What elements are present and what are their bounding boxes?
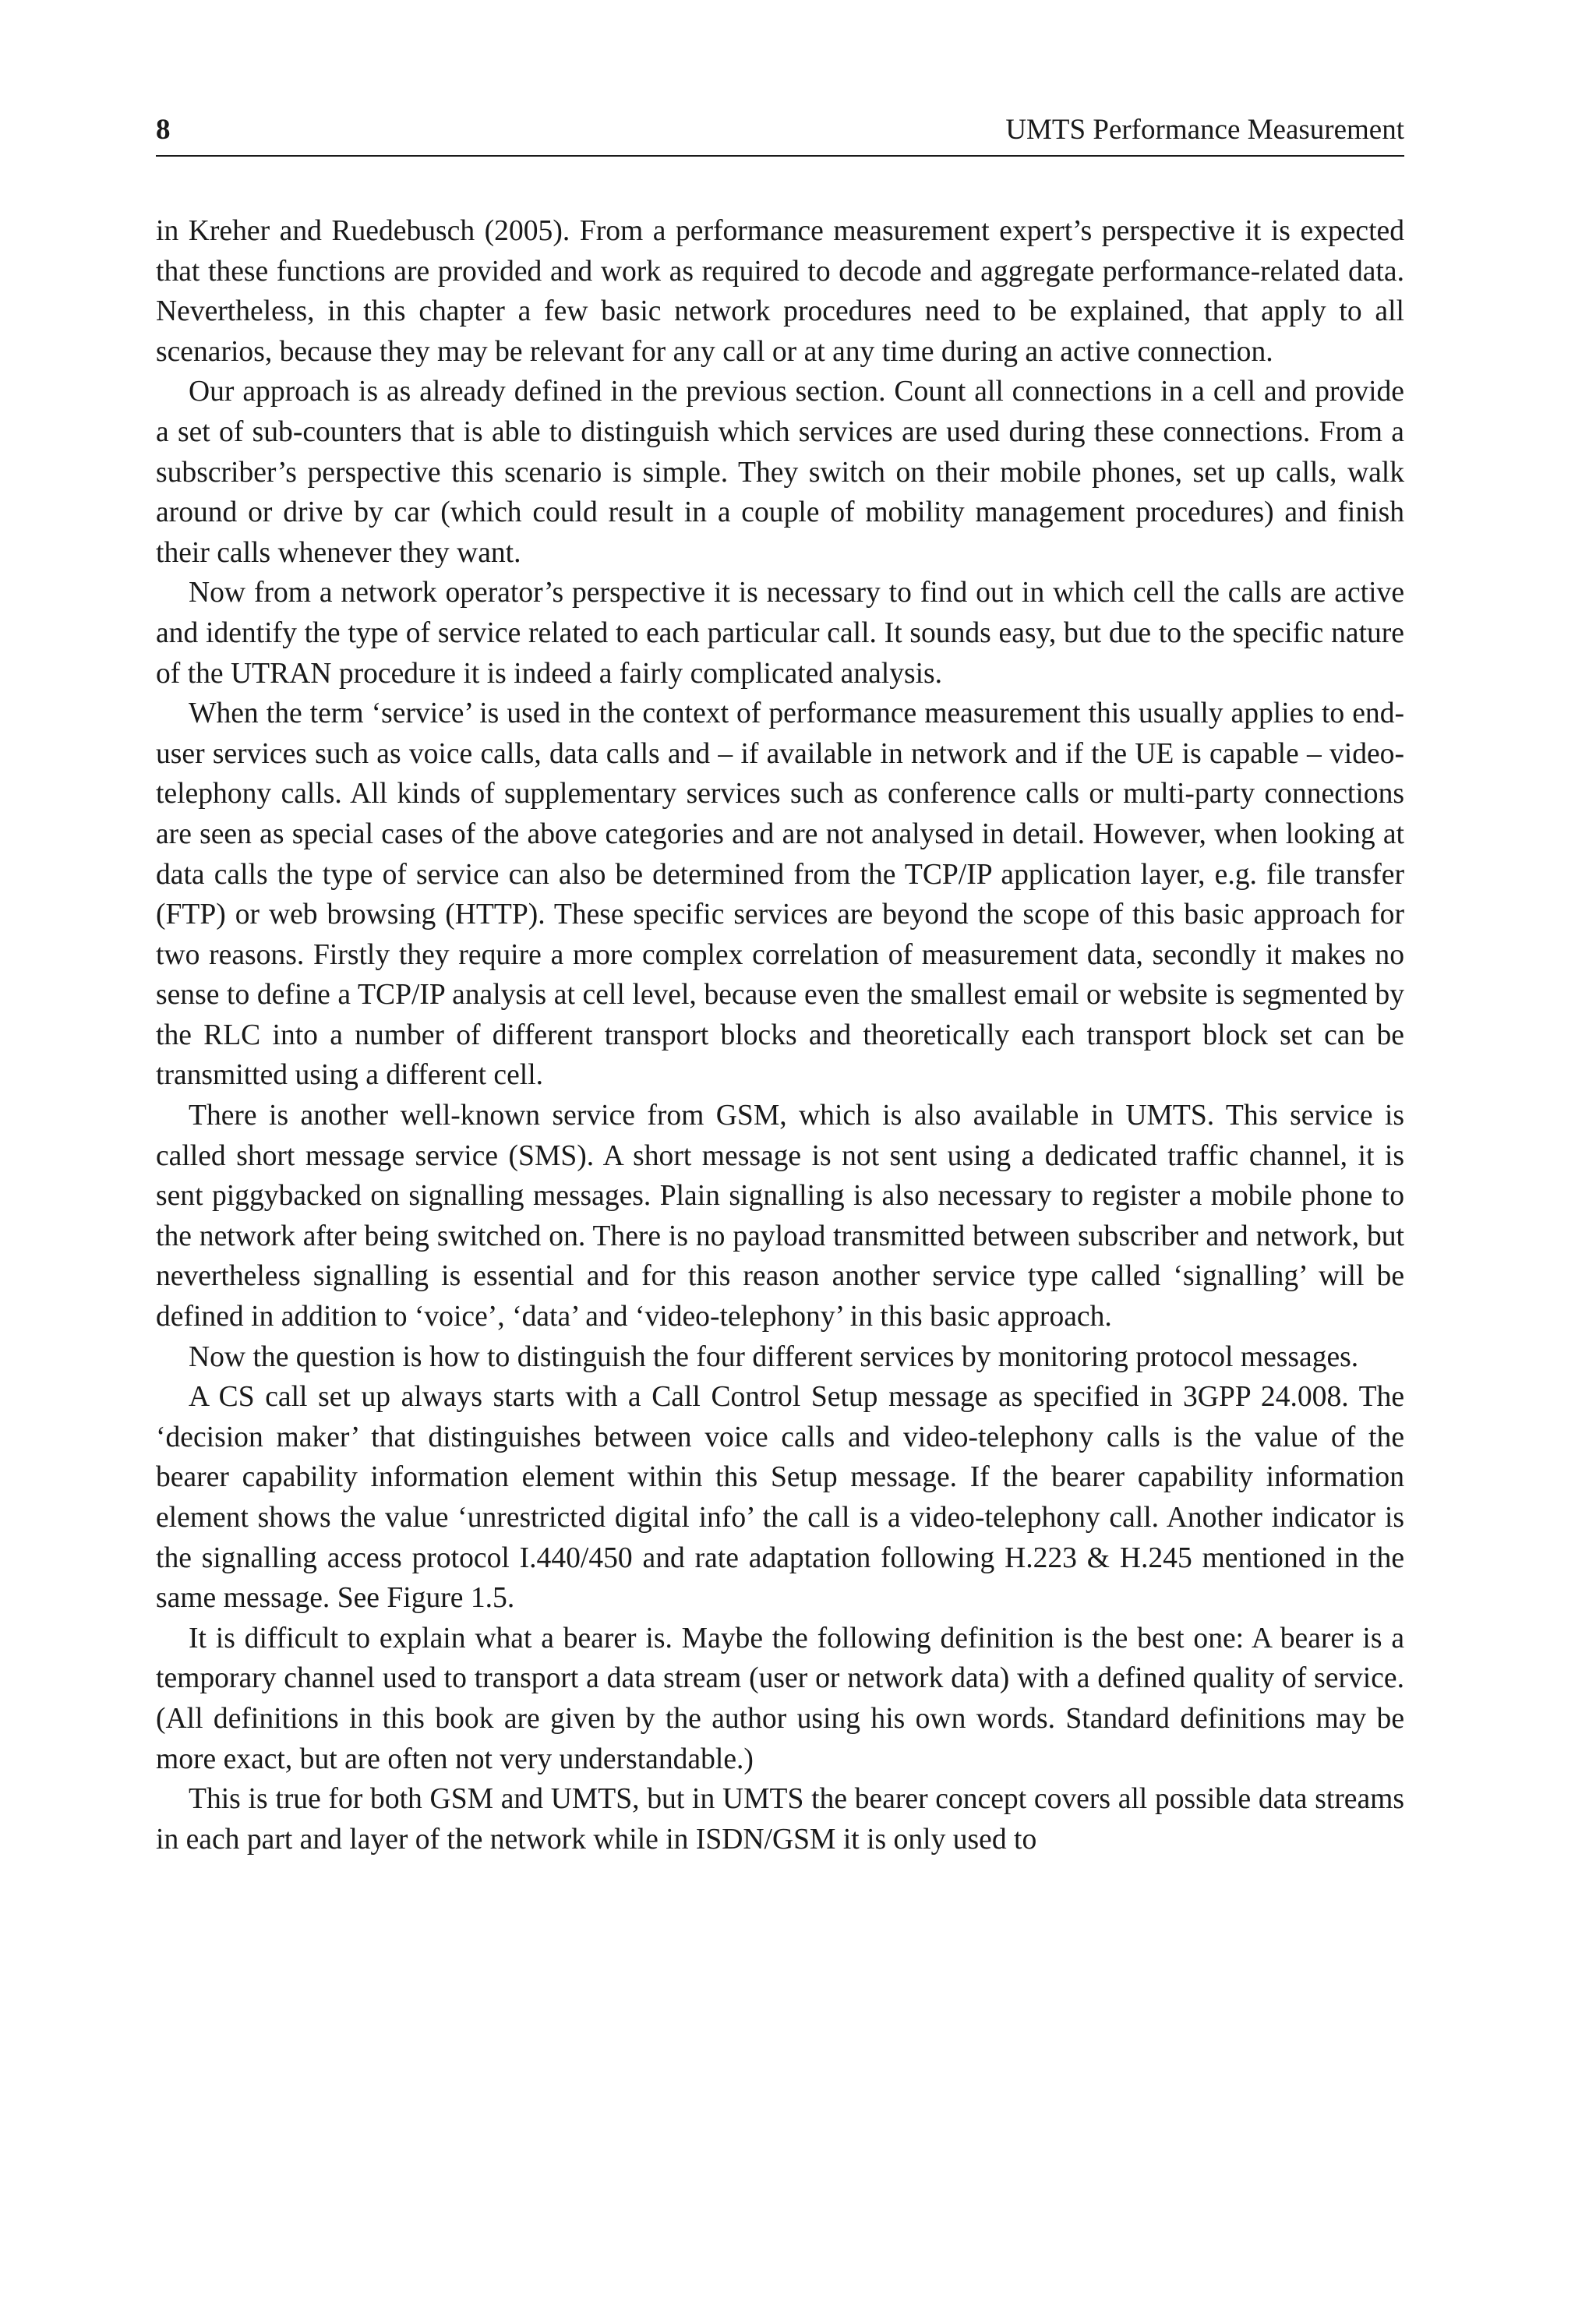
- paragraph: in Kreher and Ruedebusch (2005). From a performance measurement expert’s perspective it is expected that these functions are provided and work as required to decode and aggregate performance-related data. Nevertheless, in this chapter a few basic network procedures need to be explained, that apply to all scenarios, because they may be relevant for any call or at any time during an active connection.: [156, 215, 1404, 368]
- book-page: [156, 115, 1404, 1859]
- paragraph: Our approach is as already defined in the previous section. Count all connections in a cell and provide a set of sub-counters that is able to distinguish which services are used during these connections. From a subscriber’s perspective this scenario is simple. They switch on their mobile phones, set up calls, walk around or drive by car (which could result in a couple of mobility management procedures) and finish their calls whenever they want.: [156, 376, 1404, 569]
- body-text: [156, 211, 1404, 1859]
- paragraph: When the term ‘service’ is used in the context of performance measurement this usually applies to end-user services such as voice calls, data calls and – if available in network and if the UE is capable – video-telephony calls. All kinds of supplementary services such as conference calls or multi-party connections are seen as special cases of the above categories and are not analysed in detail. However, when looking at data calls the type of service can also be determined from the TCP/IP application layer, e.g. file transfer (FTP) or web browsing (HTTP). These specific services are beyond the scope of this basic approach for two reasons. Firstly they require a more complex correlation of measurement data, secondly it makes no sense to define a TCP/IP analysis at cell level, because even the smallest email or website is segmented by the RLC into a number of different transport blocks and theoretically each transport block set can be transmitted using a different cell.: [156, 697, 1404, 1092]
- running-title: UMTS Performance Measurement: [1005, 114, 1404, 146]
- running-header: [156, 115, 1404, 157]
- page-number: 8: [156, 114, 171, 146]
- paragraph: Now from a network operator’s perspective it is necessary to find out in which cell the calls are active and identify the type of service related to each particular call. It sounds easy, but due to the specific nature of the UTRAN procedure it is indeed a fairly complicated analysis.: [156, 577, 1404, 690]
- paragraph: Now the question is how to distinguish the four different services by monitoring protocol messages.: [189, 1340, 1359, 1373]
- paragraph: This is true for both GSM and UMTS, but in UMTS the bearer concept covers all possible data streams in each part and layer of the network while in ISDN/GSM it is only used to: [156, 1783, 1404, 1856]
- paragraph: It is difficult to explain what a bearer is. Maybe the following definition is the best one: A bearer is a temporary channel used to transport a data stream (user or network data) with a defined quality of service. (All definitions in this book are given by the author using his own words. Standard definitions may be more exact, but are often not very understandable.): [156, 1622, 1404, 1775]
- paragraph: A CS call set up always starts with a Call Control Setup message as specified in 3GPP 24.008. The ‘decision maker’ that distinguishes between voice calls and video-telephony calls is the value of the bearer capability information element within this Setup message. If the bearer capability information element shows the value ‘unrestricted digital info’ the call is a video-telephony call. Another indicator is the signalling access protocol I.440/450 and rate adaptation following H.223 & H.245 mentioned in the same message. See Figure 1.5.: [156, 1381, 1404, 1615]
- paragraph: There is another well-known service from GSM, which is also available in UMTS. This service is called short message service (SMS). A short message is not sent using a dedicated traffic channel, it is sent piggybacked on signalling messages. Plain signalling is also necessary to register a mobile phone to the network after being switched on. There is no payload transmitted between subscriber and network, but nevertheless signalling is essential and for this reason another service type called ‘signalling’ will be defined in addition to ‘voice’, ‘data’ and ‘video-telephony’ in this basic approach.: [156, 1100, 1404, 1333]
